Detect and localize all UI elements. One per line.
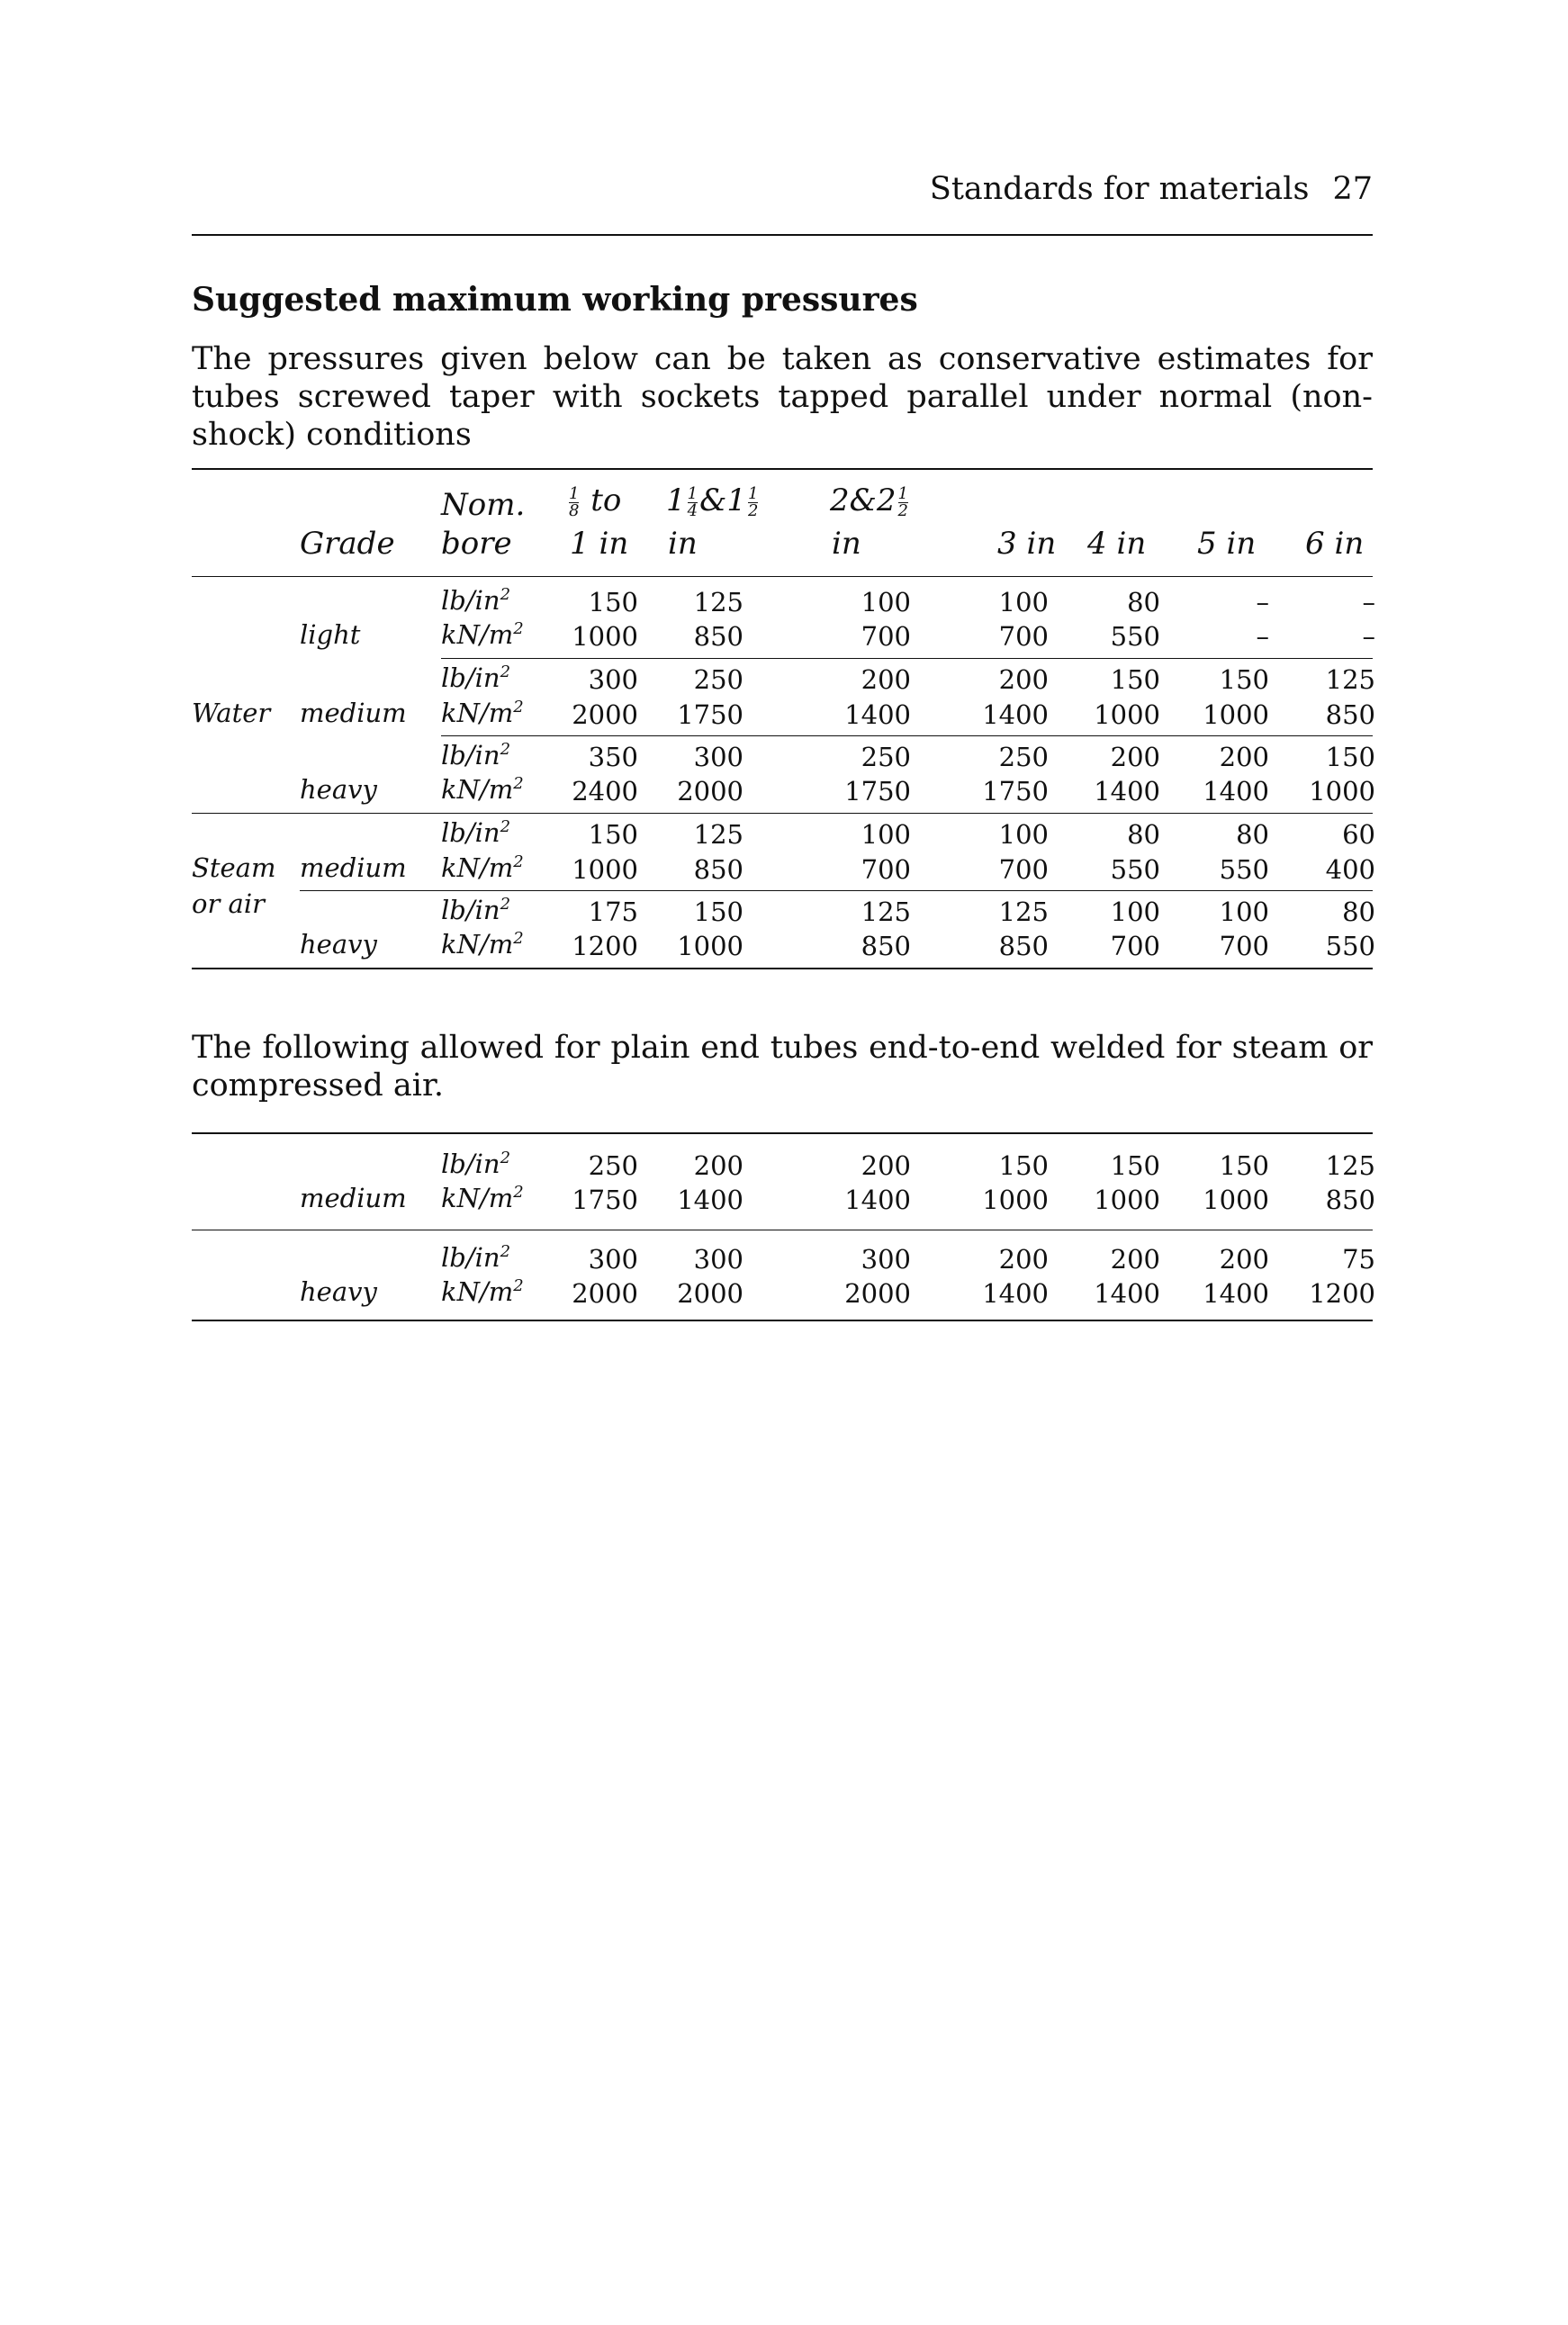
row-rule: [300, 890, 1373, 891]
table1-row-3-lb-unit: $lb/in^2$: [441, 817, 511, 848]
table2-row-0-lb-unit: $lb/in^2$: [441, 1149, 511, 1179]
table1-row-1-lb-value: 125: [1325, 664, 1375, 695]
table1-row-1-kn-value: 1750: [677, 699, 743, 730]
fraction-one-half-b: $\frac{1}{2}$: [897, 483, 908, 520]
table2-row-0-lb-value: 250: [588, 1150, 638, 1181]
table2-row-0-kn-value: 1400: [677, 1185, 743, 1215]
table2-row-0-kn-value: 1400: [844, 1185, 911, 1215]
table1-row-3-kn-value: 550: [1110, 854, 1160, 885]
table1-row-4-kn-value: 850: [861, 931, 911, 961]
table1-row-4-lb-value: 175: [588, 897, 638, 927]
grade-steam-medium: medium: [300, 852, 407, 883]
header-col4: 3 in: [997, 526, 1057, 562]
table1-row-2-kn-value: 2400: [572, 776, 638, 807]
fraction-one-eighth: $\frac{1}{8}$: [569, 483, 580, 520]
table1-row-0-kn-value: 700: [998, 621, 1049, 652]
table1-row-4-lb-value: 125: [861, 897, 911, 927]
table2-bottom-rule: [192, 1320, 1373, 1321]
table2-row-1-kn-value: 1400: [1203, 1278, 1269, 1309]
table1-row-4-lb-value: 150: [693, 897, 743, 927]
table2-row-1-kn-value: 2000: [677, 1278, 743, 1309]
table1-row-4-kn-value: 1000: [677, 931, 743, 961]
header-bottom-rule: [192, 576, 1373, 577]
table1-row-0-lb-value: –: [1362, 587, 1375, 617]
header-col3-line2: in: [832, 526, 861, 562]
table1-row-3-kn-value: 550: [1219, 854, 1269, 885]
table1-row-4-lb-value: 125: [998, 897, 1049, 927]
group-rule: [192, 813, 1373, 814]
table2-row-1-kn-unit: $kN/m^2$: [441, 1276, 524, 1307]
section-heading: Suggested maximum working pressures: [192, 281, 918, 319]
table1-row-0-lb-value: 80: [1127, 587, 1160, 617]
table1-row-2-lb-value: 150: [1325, 742, 1375, 772]
table2-row-1-kn-value: 1400: [1094, 1278, 1160, 1309]
table1-row-0-kn-value: 550: [1110, 621, 1160, 652]
table2-row-1-kn-value: 2000: [844, 1278, 911, 1309]
table1-row-3-lb-value: 150: [588, 819, 638, 850]
fraction-one-quarter: $\frac{1}{4}$: [687, 483, 698, 520]
table2-grade-medium: medium: [300, 1183, 407, 1213]
table2-row-1-lb-value: 300: [693, 1244, 743, 1275]
table2-row-1-lb-value: 200: [998, 1244, 1049, 1275]
header-col3-line1: 2&2 $\frac{1}{2}$: [830, 482, 908, 520]
header-grade: Grade: [300, 526, 395, 562]
table1-row-3-lb-value: 125: [693, 819, 743, 850]
row-rule: [441, 735, 1373, 736]
table1-row-3-kn-unit: $kN/m^2$: [441, 852, 524, 883]
table1-row-1-kn-value: 1400: [844, 699, 911, 730]
table1-row-3-lb-value: 80: [1236, 819, 1269, 850]
table-bottom-rule: [192, 968, 1373, 969]
table-top-rule: [192, 468, 1373, 470]
table2-row-0-lb-value: 150: [1219, 1150, 1269, 1181]
table1-row-1-lb-value: 150: [1110, 664, 1160, 695]
page-number: 27: [1332, 171, 1373, 207]
table1-row-1-lb-value: 300: [588, 664, 638, 695]
table1-row-4-kn-value: 700: [1219, 931, 1269, 961]
table1-row-0-kn-value: 700: [861, 621, 911, 652]
row-rule: [441, 658, 1373, 659]
header-col6: 5 in: [1197, 526, 1257, 562]
table2-row-0-kn-value: 1000: [982, 1185, 1049, 1215]
table2-row-1-lb-value: 200: [1110, 1244, 1160, 1275]
table1-row-0-kn-value: 850: [693, 621, 743, 652]
table1-row-0-kn-value: –: [1362, 621, 1375, 652]
table1-row-2-kn-value: 1400: [1203, 776, 1269, 807]
table1-row-0-lb-value: 100: [861, 587, 911, 617]
table1-row-1-lb-value: 250: [693, 664, 743, 695]
table1-row-2-kn-value: 2000: [677, 776, 743, 807]
table1-row-2-lb-unit: $lb/in^2$: [441, 740, 511, 770]
table1-row-4-kn-unit: $kN/m^2$: [441, 929, 524, 960]
table1-row-1-kn-value: 1400: [982, 699, 1049, 730]
table1-row-0-lb-value: 150: [588, 587, 638, 617]
table1-row-2-lb-value: 200: [1219, 742, 1269, 772]
running-head: [192, 171, 1373, 207]
table1-row-1-kn-value: 1000: [1094, 699, 1160, 730]
table2-row-1-lb-value: 75: [1342, 1244, 1375, 1275]
table1-row-0-lb-value: 125: [693, 587, 743, 617]
table2-row-0-kn-value: 1000: [1203, 1185, 1269, 1215]
header-col2-line2: in: [668, 526, 698, 562]
table2-row-0-kn-unit: $kN/m^2$: [441, 1183, 524, 1213]
table1-row-3-lb-value: 80: [1127, 819, 1160, 850]
grade-steam-heavy: heavy: [300, 929, 377, 960]
table2-row-1-kn-value: 1400: [982, 1278, 1049, 1309]
table1-row-3-lb-value: 100: [998, 819, 1049, 850]
grade-water-light: light: [300, 619, 361, 650]
table1-row-1-kn-value: 850: [1325, 699, 1375, 730]
header-col1-line1: $\frac{1}{8}$ to: [569, 482, 622, 520]
intro-paragraph: The pressures given below can be taken as conservative estimates for tubes screwed taper with sockets tapped parallel under normal (non-shock) conditions: [192, 341, 1373, 453]
running-head-title: Standards for materials: [929, 171, 1310, 207]
table1-row-2-kn-value: 1750: [982, 776, 1049, 807]
table1-row-4-kn-value: 850: [998, 931, 1049, 961]
second-paragraph: The following allowed for plain end tubes end-to-end welded for steam or compressed air.: [192, 1030, 1373, 1104]
table1-row-0-lb-value: –: [1256, 587, 1269, 617]
table2-row-0-kn-value: 1000: [1094, 1185, 1160, 1215]
table1-row-3-lb-value: 60: [1342, 819, 1375, 850]
table1-row-2-kn-value: 1000: [1309, 776, 1375, 807]
table1-row-1-lb-value: 150: [1219, 664, 1269, 695]
header-rule: [192, 234, 1373, 236]
table1-row-1-lb-value: 200: [861, 664, 911, 695]
header-bore: bore: [441, 526, 512, 562]
header-col5: 4 in: [1087, 526, 1147, 562]
table2-row-1-lb-value: 300: [861, 1244, 911, 1275]
table1-row-2-lb-value: 250: [861, 742, 911, 772]
table1-row-2-lb-value: 350: [588, 742, 638, 772]
header-col2-line1: 1 $\frac{1}{4}$ &1 $\frac{1}{2}$: [666, 482, 759, 520]
table2-row-1-kn-value: 1200: [1309, 1278, 1375, 1309]
table2-row-1-lb-value: 200: [1219, 1244, 1269, 1275]
fraction-one-half: $\frac{1}{2}$: [748, 483, 759, 520]
table1-row-3-kn-value: 400: [1325, 854, 1375, 885]
table1-row-0-lb-unit: $lb/in^2$: [441, 585, 511, 616]
table1-row-3-kn-value: 1000: [572, 854, 638, 885]
group-steam-line2: or air: [192, 888, 265, 919]
table1-row-4-kn-value: 1200: [572, 931, 638, 961]
table2-row-1-lb-unit: $lb/in^2$: [441, 1242, 511, 1273]
table1-row-4-kn-value: 700: [1110, 931, 1160, 961]
table2-row-0-lb-value: 150: [998, 1150, 1049, 1181]
group-steam-line1: Steam: [192, 852, 276, 883]
header-nom: Nom.: [441, 487, 526, 523]
group-water: Water: [192, 698, 271, 728]
table2-row-1-lb-value: 300: [588, 1244, 638, 1275]
table1-row-4-lb-value: 100: [1110, 897, 1160, 927]
table1-row-4-lb-unit: $lb/in^2$: [441, 895, 511, 925]
table1-row-4-lb-value: 100: [1219, 897, 1269, 927]
header-col7: 6 in: [1305, 526, 1365, 562]
table2-row-0-lb-value: 200: [861, 1150, 911, 1181]
table1-row-0-kn-value: 1000: [572, 621, 638, 652]
header-col1-line2: 1 in: [570, 526, 629, 562]
table1-row-3-lb-value: 100: [861, 819, 911, 850]
table2-row-0-lb-value: 200: [693, 1150, 743, 1181]
table2-row-1-kn-value: 2000: [572, 1278, 638, 1309]
table1-row-0-kn-unit: $kN/m^2$: [441, 619, 524, 650]
table1-row-0-lb-value: 100: [998, 587, 1049, 617]
table1-row-2-lb-value: 250: [998, 742, 1049, 772]
table1-row-3-kn-value: 700: [998, 854, 1049, 885]
table1-row-2-kn-value: 1400: [1094, 776, 1160, 807]
table1-row-4-lb-value: 80: [1342, 897, 1375, 927]
table2-row-0-lb-value: 150: [1110, 1150, 1160, 1181]
table2-grade-heavy: heavy: [300, 1276, 377, 1307]
table1-row-0-kn-value: –: [1256, 621, 1269, 652]
table1-row-3-kn-value: 850: [693, 854, 743, 885]
table1-row-1-kn-value: 1000: [1203, 699, 1269, 730]
table1-row-2-kn-unit: $kN/m^2$: [441, 774, 524, 805]
table1-row-1-lb-unit: $lb/in^2$: [441, 662, 511, 693]
table1-row-2-kn-value: 1750: [844, 776, 911, 807]
grade-water-medium: medium: [300, 698, 407, 728]
table1-row-1-kn-value: 2000: [572, 699, 638, 730]
table2-row-0-kn-value: 1750: [572, 1185, 638, 1215]
table1-row-1-kn-unit: $kN/m^2$: [441, 698, 524, 728]
grade-water-heavy: heavy: [300, 774, 377, 805]
table1-row-2-lb-value: 200: [1110, 742, 1160, 772]
table1-row-1-lb-value: 200: [998, 664, 1049, 695]
table1-row-4-kn-value: 550: [1325, 931, 1375, 961]
table2-top-rule: [192, 1132, 1373, 1134]
table2-row-0-lb-value: 125: [1325, 1150, 1375, 1181]
table1-row-2-lb-value: 300: [693, 742, 743, 772]
table1-row-3-kn-value: 700: [861, 854, 911, 885]
table2-row-0-kn-value: 850: [1325, 1185, 1375, 1215]
